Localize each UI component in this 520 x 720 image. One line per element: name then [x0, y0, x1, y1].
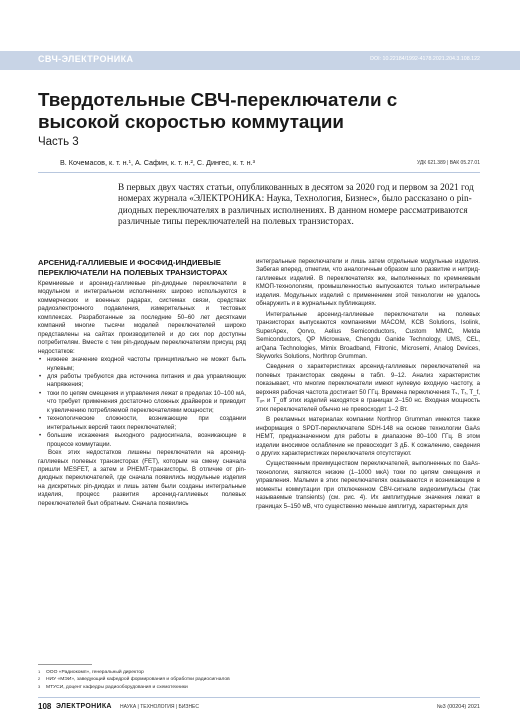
right-paragraph-4: В рекламных материалах компании Northrop Grumman имеются также информация о SPDT-переключателе SDH-148 на основе технологии GaAs HEMT, предназначенном для работы в диапазоне 80–100 ГГц. В этом изделии вносимое ослабление не превосходит 3 дБ. К сожалению, сведения о других характеристиках переключателя отсутствуют. [256, 416, 480, 457]
article-authors: В. Кочемасов, к. т. н.¹, А. Сафин, к. т. н.², С. Дингес, к. т. н.³ [60, 158, 255, 167]
doi-label[interactable]: DOI: 10.22184/1992-4178.2021.204.3.108.122 [370, 56, 480, 62]
footnote: 1 ООО «Радиокомп», генеральный директор [38, 669, 144, 675]
list-item: • технологические сложности, возникающие при создании интегральных версий таких переключателей; [38, 415, 246, 432]
section-header-bar [0, 51, 520, 70]
udk-code: УДК 621.389 | ВАК 05.27.01 [416, 160, 480, 166]
list-item: • токи по цепям смещения и управления лежат в пределах 10–100 мА, что требует применения достаточно сложных драйверов и приводит к увеличению потребляемой переключателями мощности; [38, 390, 246, 415]
abstract [118, 183, 478, 229]
article-part: Часть 3 [38, 136, 79, 148]
header-divider [38, 172, 480, 173]
right-column [256, 258, 480, 511]
right-paragraph-5: Существенным преимуществом переключателей, выполненных по GaAs-технологии, являются низкие (1–1000 мкА) токи по цепям смещения и управления. Малыми в этих переключателях оказываются и возникающие в моменты коммутации при отключенном СВЧ-сигнале видеоимпульсы (так называемые transients) (см. рис. 4). Их амплитудные значения лежат в границах 5–150 мВ, что существенно меньше амплитуд, характерных для [256, 460, 480, 510]
right-paragraph-1: интегральные переключатели и лишь затем отдельные модульные изделия. Забегая вперед, отметим, что аналогичным образом шло развитие и нитрид-галлиевых изделий. В переключателях же, выполненных по кремниевым КМОП-технологиям, промышленностью выпускаются только интегральные изделия. Модульных изделий с применением этой технологии не удалось обнаружить и в журнальных публикациях. [256, 258, 480, 308]
left-paragraph-2: Всех этих недостатков лишены переключатели на арсенид-галлиевых полевых транзисторах (FET), которым на смену сначала пришли MESFET, а затем и PHEMT-транзисторы. В отличие от pin-диодных переключателей, где сначала появились модульные изделия на дискретных pin-диодах и лишь затем были созданы интегральные изделия, процесс развития арсенид-галлиевых полевых переключателей был обратным. Сначала появились [38, 449, 246, 507]
right-paragraph-3: Сведения о характеристиках арсенид-галлиевых переключателей на полевых транзисторах сведены в табл. 9–12. Анализ характеристик показывает, что многие переключатели имеют нулевую входную частоту, а верхняя рабочая частота достигает 50 ГГц. Времена переключения Tₛ, Tᵣ, T_f, Tₒₙ и T_off этих изделий находятся в границах 2–150 нс. Входная мощность этих переключателей обычно не превосходит 1–2 Вт. [256, 363, 480, 413]
left-column [38, 258, 246, 508]
section-label: СВЧ-ЭЛЕКТРОНИКА [38, 54, 134, 64]
footnotes [38, 669, 248, 691]
issue-number: №3 (00204) 2021 [436, 704, 480, 710]
article-title: Твердотельные СВЧ-переключатели с высокой скоростью коммутации [38, 89, 398, 132]
page-number: 108 [38, 702, 52, 711]
footnote: 3 МТУСИ, доцент кафедры радиооборудования и схемотехники [38, 683, 188, 690]
right-paragraph-2: Интегральные арсенид-галлиевые переключатели на полевых транзисторах выпускаются компаниями MACOM, KCB Solutions, Isolink, SuperApex, Qorvo, Aelius Semiconductors, Custom MMIC, Metda Semiconductors, QP Microwave, Chengdu Ganide Technology, UMS, CEL, arQana Technologies, Mimix Broadband, Filtronic, Microsemi, Analog Devices, Skyworks Solutions, Northrop Grumman. [256, 310, 480, 360]
drawbacks-list [38, 356, 246, 449]
left-paragraph-1: Кремниевые и арсенид-галлиевые pin-диодные переключатели в модульном и интегральном исполнениях широко используются в коммерческих и военных радарах, системах связи, средствах радиоэлектронного подавления, измерительных и тестовых комплексах. Разработанные за последние 50–60 лет десятками компаний многие тысячи моделей переключателей широко представлены на сайтах производителей и до сих пор доступны потребителям. Вместе с тем pin-диодным переключателям присущ ряд недостатков: [38, 280, 246, 355]
abstract-text: В первых двух частях статьи, опубликованных в десятом за 2020 год и первом за 2021 год номерах журнала «ЭЛЕКТРОНИКА: Наука, Технология, Бизнес», было рассказано о pin-диодных переключателях в различных исполнениях. В данном номере рассматриваются различные типы переключателей на полевых транзисторах. [118, 183, 474, 228]
section-subheading: АРСЕНИД-ГАЛЛИЕВЫЕ И ФОСФИД-ИНДИЕВЫЕ ПЕРЕКЛЮЧАТЕЛИ НА ПОЛЕВЫХ ТРАНЗИСТОРАХ [38, 258, 228, 277]
journal-name: ЭЛЕКТРОНИКА [56, 703, 112, 710]
list-item: • для работы требуются два источника питания и два управляющих напряжения; [38, 373, 246, 390]
list-item: • большие искажения выходного радиосигнала, возникающие в процессе коммутации. [38, 432, 246, 449]
footnote-divider [38, 664, 92, 665]
footer-divider [38, 697, 480, 698]
list-item: • нижнее значение входной частоты принципиально не может быть нулевым; [38, 356, 246, 373]
journal-tagline: НАУКА | ТЕХНОЛОГИЯ | БИЗНЕС [120, 704, 200, 710]
footnote: 2 НИУ «МЭИ», заведующий кафедрой формирования и обработки радиосигналов [38, 676, 230, 683]
